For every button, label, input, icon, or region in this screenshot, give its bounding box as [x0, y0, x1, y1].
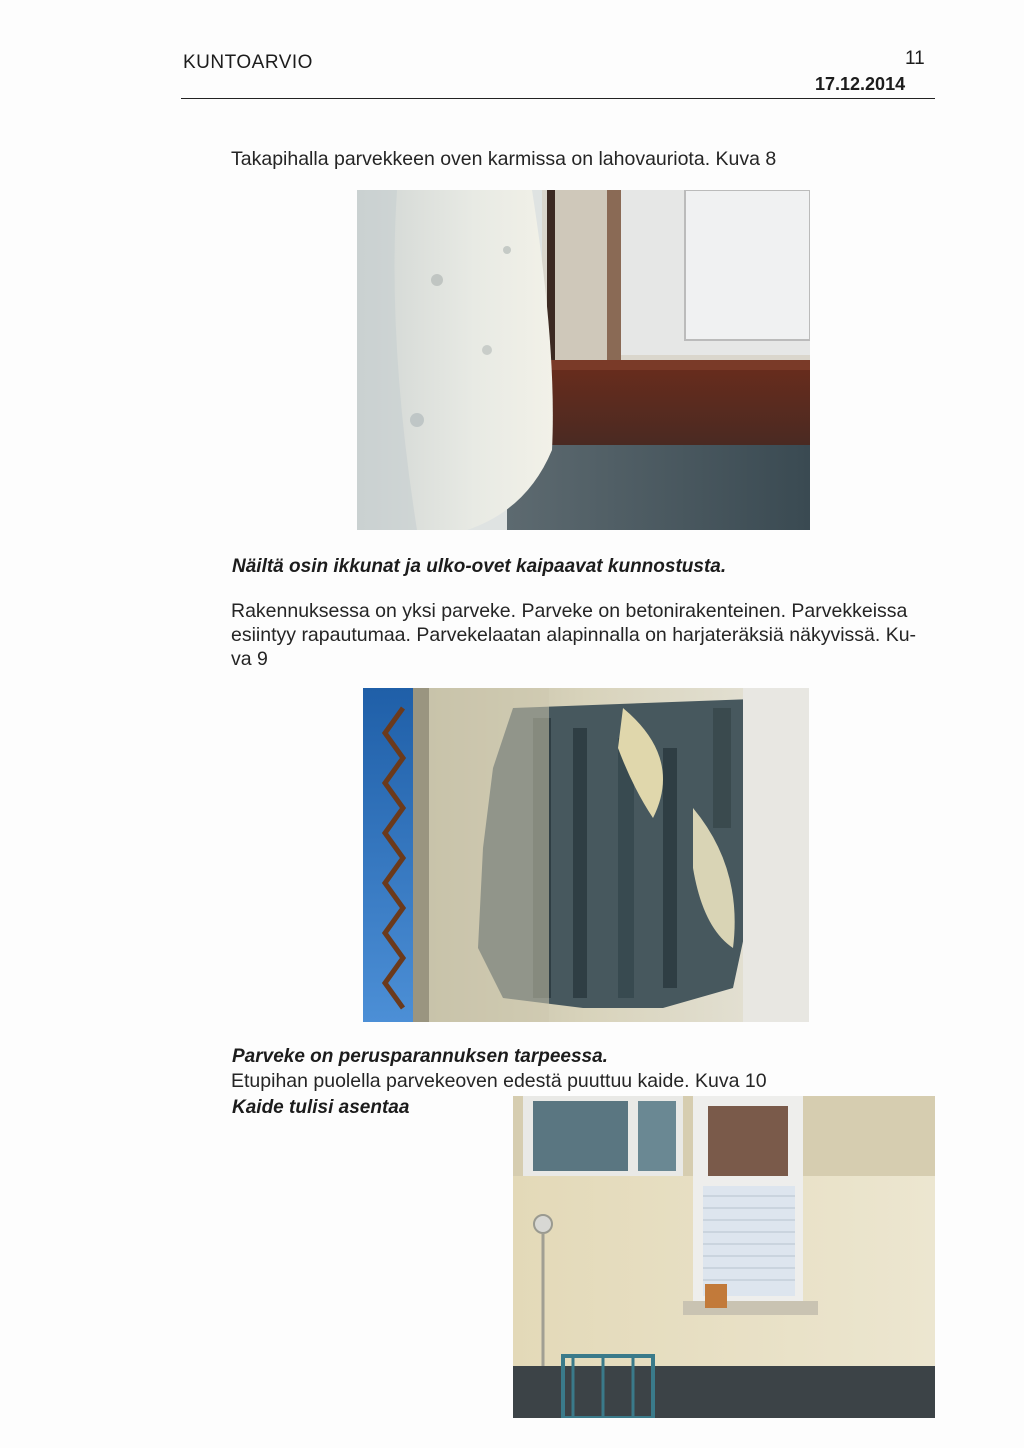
- header-rule: [181, 98, 935, 99]
- page-number: 11: [905, 48, 925, 69]
- photo-kuva-8: [357, 190, 810, 530]
- photo-kuva-10: [513, 1096, 935, 1418]
- paragraph-kuva-9-line-1: Rakennuksessa on yksi parveke. Parveke on betonirakenteinen. Parvekkeissa: [231, 600, 908, 622]
- paragraph-kuva-10: Etupihan puolella parvekeoven edestä puuttuu kaide. Kuva 10: [231, 1070, 767, 1092]
- note-windows-doors: Näiltä osin ikkunat ja ulko-ovet kaipaavat kunnostusta.: [232, 556, 727, 577]
- photo-kuva-9: [363, 688, 809, 1022]
- paragraph-kuva-9-line-2: esiintyy rapautumaa. Parvekelaatan alapinnalla on harjateräksiä näkyvissä. Ku-: [231, 624, 917, 646]
- document-date: 17.12.2014: [815, 74, 906, 94]
- paragraph-kuva-8: Takapihalla parvekkeen oven karmissa on lahovauriota. Kuva 8: [231, 148, 777, 170]
- paragraph-kuva-9-line-3: va 9: [231, 648, 268, 670]
- note-balcony-renovation: Parveke on perusparannuksen tarpeessa.: [232, 1046, 608, 1067]
- document-title: KUNTOARVIO: [183, 52, 313, 73]
- note-install-railing: Kaide tulisi asentaa: [232, 1097, 410, 1118]
